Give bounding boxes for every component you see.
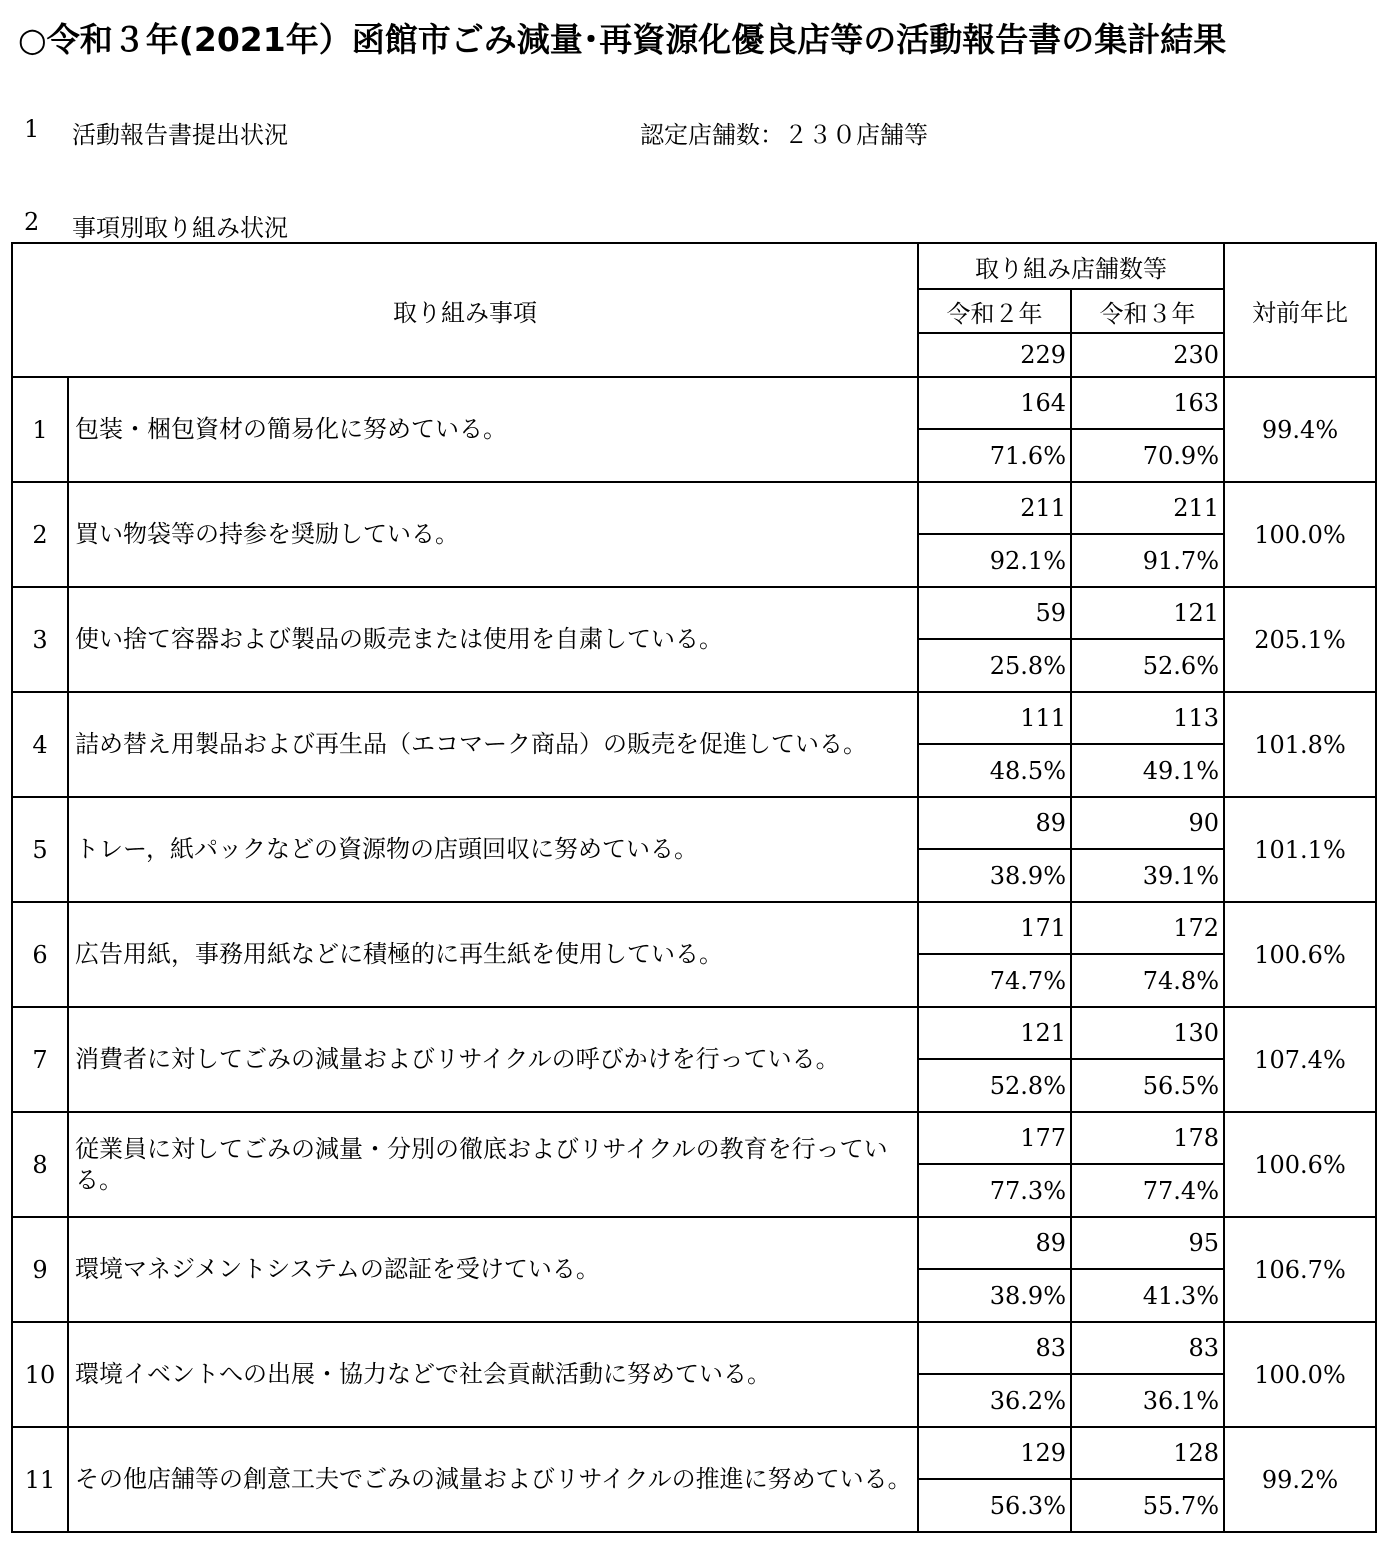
row-item-text: 包装・梱包資材の簡易化に努めている。 xyxy=(68,377,918,482)
row-percent-r2: 77.3% xyxy=(918,1164,1071,1217)
row-percent-r2: 71.6% xyxy=(918,429,1071,482)
row-count-r2: 171 xyxy=(918,902,1071,954)
row-count-r3: 172 xyxy=(1071,902,1224,954)
row-percent-r2: 48.5% xyxy=(918,744,1071,797)
row-ratio: 101.8% xyxy=(1224,692,1376,797)
row-percent-r3: 36.1% xyxy=(1071,1374,1224,1427)
row-percent-r3: 39.1% xyxy=(1071,849,1224,902)
header-item: 取り組み事項 xyxy=(12,243,918,377)
row-percent-r3: 49.1% xyxy=(1071,744,1224,797)
table-row xyxy=(12,1217,1376,1269)
row-count-r3: 178 xyxy=(1071,1112,1224,1164)
row-number: 6 xyxy=(12,902,68,1007)
row-count-r2: 211 xyxy=(918,482,1071,534)
row-count-r2: 121 xyxy=(918,1007,1071,1059)
row-number: 11 xyxy=(12,1427,68,1532)
row-count-r3: 95 xyxy=(1071,1217,1224,1269)
table-row xyxy=(12,1007,1376,1059)
row-ratio: 100.0% xyxy=(1224,482,1376,587)
header-r3: 令和３年 xyxy=(1071,289,1224,333)
row-percent-r2: 52.8% xyxy=(918,1059,1071,1112)
table-row xyxy=(12,377,1376,429)
row-count-r2: 164 xyxy=(918,377,1071,429)
row-percent-r2: 25.8% xyxy=(918,639,1071,692)
row-percent-r2: 56.3% xyxy=(918,1479,1071,1532)
header-stores: 取り組み店舗数等 xyxy=(918,243,1224,289)
row-count-r3: 128 xyxy=(1071,1427,1224,1479)
row-ratio: 100.0% xyxy=(1224,1322,1376,1427)
table-row xyxy=(12,482,1376,534)
table-row xyxy=(12,797,1376,849)
table-row xyxy=(12,1322,1376,1374)
row-count-r3: 211 xyxy=(1071,482,1224,534)
table-row xyxy=(12,1112,1376,1164)
row-count-r3: 113 xyxy=(1071,692,1224,744)
row-item-text: 環境イベントへの出展・協力などで社会貢献活動に努めている。 xyxy=(68,1322,918,1427)
header-r2: 令和２年 xyxy=(918,289,1071,333)
table-row xyxy=(12,692,1376,744)
row-item-text: 消費者に対してごみの減量およびリサイクルの呼びかけを行っている。 xyxy=(68,1007,918,1112)
row-item-text: トレー，紙パックなどの資源物の店頭回収に努めている。 xyxy=(68,797,918,902)
row-count-r2: 111 xyxy=(918,692,1071,744)
row-count-r2: 129 xyxy=(918,1427,1071,1479)
row-number: 3 xyxy=(12,587,68,692)
row-number: 8 xyxy=(12,1112,68,1217)
row-percent-r2: 38.9% xyxy=(918,849,1071,902)
row-item-text: 使い捨て容器および製品の販売または使用を自粛している。 xyxy=(68,587,918,692)
table-row xyxy=(12,1427,1376,1479)
row-percent-r2: 38.9% xyxy=(918,1269,1071,1322)
row-ratio: 106.7% xyxy=(1224,1217,1376,1322)
row-count-r2: 177 xyxy=(918,1112,1071,1164)
row-percent-r3: 70.9% xyxy=(1071,429,1224,482)
header-total-r3: 230 xyxy=(1071,333,1224,377)
section1-number: 1 xyxy=(24,115,40,143)
activity-table xyxy=(11,242,1377,1533)
row-item-text: その他店舗等の創意工夫でごみの減量およびリサイクルの推進に努めている。 xyxy=(68,1427,918,1532)
row-percent-r3: 91.7% xyxy=(1071,534,1224,587)
row-percent-r3: 77.4% xyxy=(1071,1164,1224,1217)
row-percent-r3: 56.5% xyxy=(1071,1059,1224,1112)
row-ratio: 100.6% xyxy=(1224,1112,1376,1217)
certified-store-count: 認定店舗数：２３０店舗等 xyxy=(640,121,928,149)
row-item-text: 買い物袋等の持参を奨励している。 xyxy=(68,482,918,587)
row-percent-r3: 74.8% xyxy=(1071,954,1224,1007)
section1-label: 活動報告書提出状況 xyxy=(72,121,288,149)
row-number: 9 xyxy=(12,1217,68,1322)
header-ratio: 対前年比 xyxy=(1224,243,1376,377)
section2-number: 2 xyxy=(24,208,40,236)
row-count-r3: 90 xyxy=(1071,797,1224,849)
row-item-text: 詰め替え用製品および再生品（エコマーク商品）の販売を促進している。 xyxy=(68,692,918,797)
row-percent-r3: 52.6% xyxy=(1071,639,1224,692)
row-item-text: 従業員に対してごみの減量・分別の徹底およびリサイクルの教育を行っている。 xyxy=(68,1112,918,1217)
table-row xyxy=(12,587,1376,639)
row-ratio: 205.1% xyxy=(1224,587,1376,692)
row-ratio: 100.6% xyxy=(1224,902,1376,1007)
row-number: 10 xyxy=(12,1322,68,1427)
row-percent-r2: 36.2% xyxy=(918,1374,1071,1427)
page-title: ○令和３年(2021年）函館市ごみ減量･再資源化優良店等の活動報告書の集計結果 xyxy=(18,20,1227,59)
row-count-r2: 59 xyxy=(918,587,1071,639)
row-count-r3: 130 xyxy=(1071,1007,1224,1059)
row-number: 1 xyxy=(12,377,68,482)
row-percent-r2: 74.7% xyxy=(918,954,1071,1007)
row-count-r2: 83 xyxy=(918,1322,1071,1374)
row-ratio: 99.4% xyxy=(1224,377,1376,482)
header-total-r2: 229 xyxy=(918,333,1071,377)
row-ratio: 101.1% xyxy=(1224,797,1376,902)
row-percent-r3: 55.7% xyxy=(1071,1479,1224,1532)
row-ratio: 107.4% xyxy=(1224,1007,1376,1112)
row-ratio: 99.2% xyxy=(1224,1427,1376,1532)
row-count-r2: 89 xyxy=(918,1217,1071,1269)
row-count-r3: 83 xyxy=(1071,1322,1224,1374)
section2-label: 事項別取り組み状況 xyxy=(72,214,288,242)
row-number: 7 xyxy=(12,1007,68,1112)
row-count-r3: 163 xyxy=(1071,377,1224,429)
row-item-text: 広告用紙，事務用紙などに積極的に再生紙を使用している。 xyxy=(68,902,918,1007)
row-number: 2 xyxy=(12,482,68,587)
row-percent-r2: 92.1% xyxy=(918,534,1071,587)
row-count-r3: 121 xyxy=(1071,587,1224,639)
row-number: 5 xyxy=(12,797,68,902)
row-percent-r3: 41.3% xyxy=(1071,1269,1224,1322)
row-number: 4 xyxy=(12,692,68,797)
row-item-text: 環境マネジメントシステムの認証を受けている。 xyxy=(68,1217,918,1322)
row-count-r2: 89 xyxy=(918,797,1071,849)
table-row xyxy=(12,902,1376,954)
